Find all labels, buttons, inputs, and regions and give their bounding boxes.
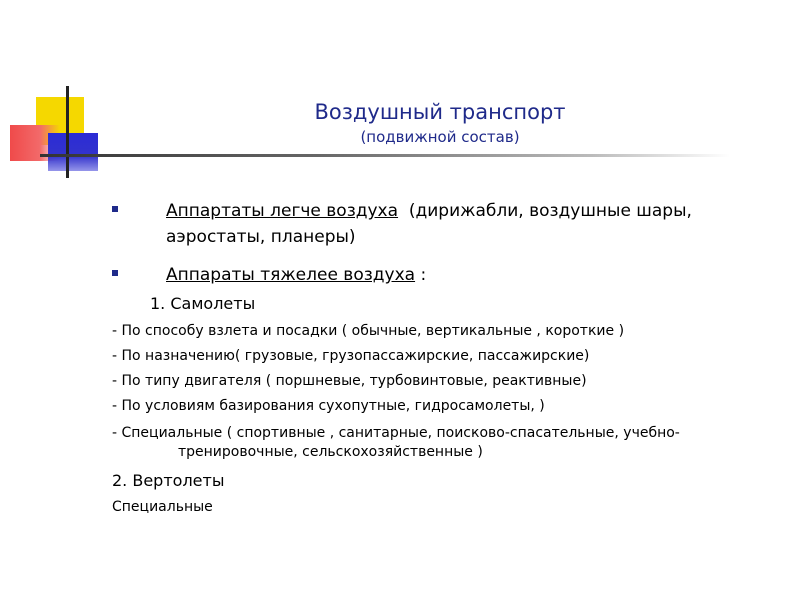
helicopters-heading: 2. Вертолеты (112, 471, 225, 490)
bullet-heading: Аппартаты легче воздуха (166, 201, 399, 221)
bullet-detail: : (420, 265, 427, 285)
bullet-detail: (дирижабли, воздушные шары, аэростаты, планеры) (166, 201, 692, 247)
plane-line: - По способу взлета и посадки ( обычные, вертикальные , короткие ) (112, 323, 625, 339)
bullet-square-icon (112, 270, 118, 276)
slide-title (200, 98, 680, 148)
special-line-first: - Специальные ( спортивные , санитарные, поисково-спасательные, учебно- (112, 425, 680, 441)
title-main: Воздушный транспорт (314, 100, 566, 124)
decor-blue-square (48, 133, 98, 171)
special-line-second: тренировочные, сельскохозяйственные ) (178, 444, 483, 460)
plane-line: - По назначению( грузовые, грузопассажирские, пассажирские) (112, 348, 590, 364)
plane-line: - По условиям базирования сухопутные, гидросамолеты, ) (112, 398, 545, 414)
planes-heading: 1. Самолеты (150, 294, 256, 313)
decor-horizontal-rule (40, 154, 730, 157)
special-line (112, 424, 772, 462)
title-subtitle: (подвижной состав) (360, 128, 520, 146)
plane-line: - По типу двигателя ( поршневые, турбовинтовые, реактивные) (112, 373, 587, 389)
helicopters-sub: Специальные (112, 499, 213, 515)
bullet-heading: Аппараты тяжелее воздуха (166, 265, 416, 285)
bullet-square-icon (112, 206, 118, 212)
decor-vertical-line (66, 86, 69, 178)
